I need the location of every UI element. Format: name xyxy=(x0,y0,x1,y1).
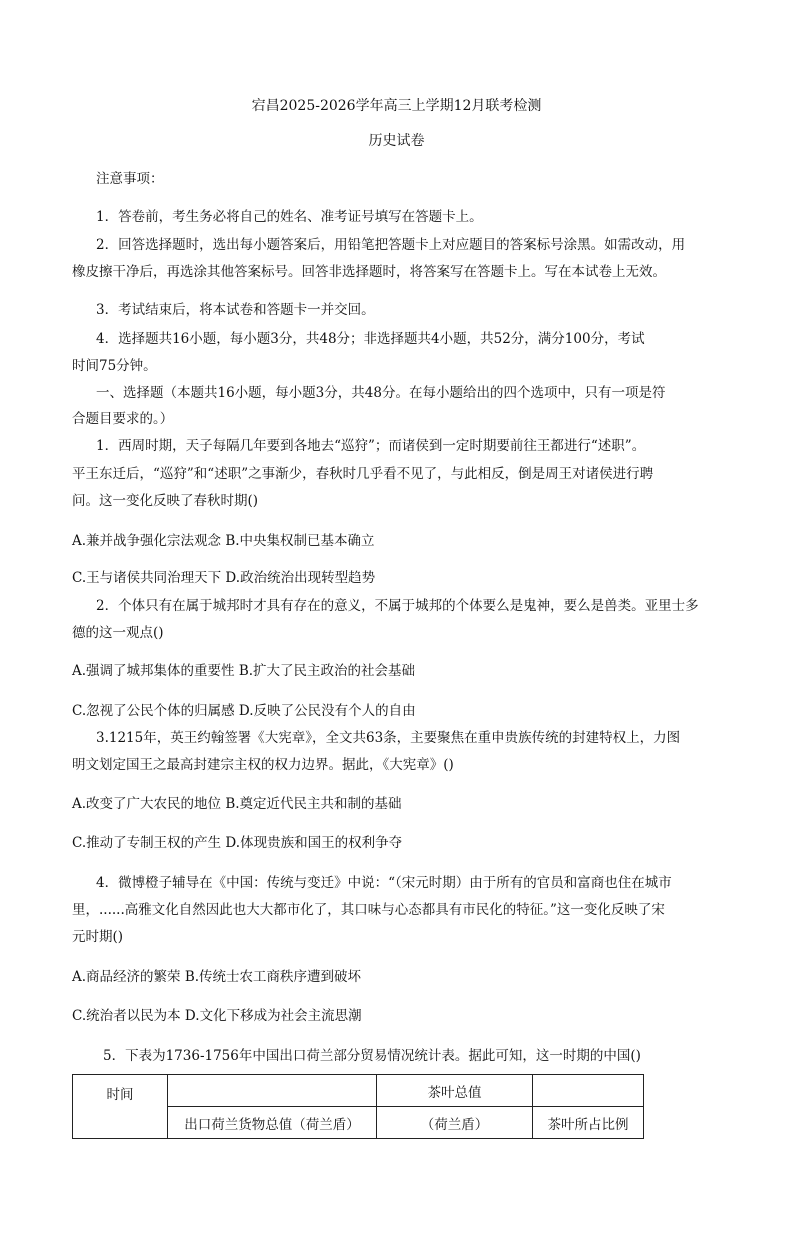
trade-table xyxy=(72,1074,644,1139)
question-1-option-ab: A.兼并战争强化宗法观念 B.中央集权制已基本确立 xyxy=(72,533,375,549)
question-1-option-cd: C.王与诸侯共同治理天下 D.政治统治出现转型趋势 xyxy=(72,570,376,586)
question-4-option-ab: A.商品经济的繁荣 B.传统士农工商秩序遭到破坏 xyxy=(72,969,362,985)
question-1-text: 问。这一变化反映了春秋时期() xyxy=(72,493,259,509)
question-2-text: 2．个体只有在属于城邦时才具有存在的意义，不属于城邦的个体要么是鬼神，要么是兽类。亚里士多 xyxy=(96,598,699,614)
notice-item-2-cont: 橡皮擦干净后，再选涂其他答案标号。回答非选择题时，将答案写在答题卡上。写在本试卷上无效。 xyxy=(72,264,666,280)
question-2-option-cd: C.忽视了公民个体的归属感 D.反映了公民没有个人的自由 xyxy=(72,703,416,719)
table-header-goods: 出口荷兰货物总值（荷兰盾） xyxy=(168,1107,377,1139)
notice-item-1: 1．答卷前，考生务必将自己的姓名、准考证号填写在答题卡上。 xyxy=(96,209,483,225)
question-4-text: 4．微博橙子辅导在《中国：传统与变迁》中说：“（宋元时期）由于所有的官员和富商也住在城市 xyxy=(96,875,672,891)
question-2-option-ab: A.强调了城邦集体的重要性 B.扩大了民主政治的社会基础 xyxy=(72,663,416,679)
notice-heading: 注意事项： xyxy=(96,171,164,187)
section-heading: 一、选择题（本题共16小题，每小题3分，共48分。在每小题给出的四个选项中，只有一项是符 xyxy=(96,385,666,401)
question-5-text: 5．下表为1736-1756年中国出口荷兰部分贸易情况统计表。据此可知，这一时期的中国() xyxy=(103,1048,641,1064)
table-header-time: 时间 xyxy=(73,1075,168,1139)
question-3-option-ab: A.改变了广大农民的地位 B.奠定近代民主共和制的基础 xyxy=(72,796,402,812)
table-header-ratio: 茶叶所占比例 xyxy=(533,1107,644,1139)
question-1-text: 1．西周时期，天子每隔几年要到各地去“巡狩”；而诸侯到一定时期要前往王都进行“述职”。 xyxy=(96,438,646,454)
table-header-blank xyxy=(533,1075,644,1107)
notice-item-2: 2．回答选择题时，选出每小题答案后，用铅笔把答题卡上对应题目的答案标号涂黑。如需改动，用 xyxy=(96,237,686,253)
table-header-blank xyxy=(168,1075,377,1107)
question-4-option-cd: C.统治者以民为本 D.文化下移成为社会主流思潮 xyxy=(72,1008,362,1024)
notice-item-4: 4．选择题共16小题，每小题3分，共48分；非选择题共4小题，共52分，满分100分，考试 xyxy=(96,331,645,347)
table-header-tea-bottom: （荷兰盾） xyxy=(377,1107,533,1139)
question-3-option-cd: C.推动了专制王权的产生 D.体现贵族和国王的权利争夺 xyxy=(72,835,403,851)
notice-item-4-cont: 时间75分钟。 xyxy=(72,358,157,374)
question-3-text: 3.1215年，英王约翰签署《大宪章》，全文共63条，主要聚焦在重申贵族传统的封建特权上，力图 xyxy=(96,730,681,746)
question-4-text: 元时期() xyxy=(72,929,124,945)
question-1-text: 平王东迁后，“巡狩”和“述职”之事渐少，春秋时几乎看不见了，与此相反，倒是周王对诸侯进行聘 xyxy=(72,466,654,482)
table-header-tea-top: 茶叶总值 xyxy=(377,1075,533,1107)
question-2-text: 德的这一观点() xyxy=(72,625,164,641)
page-subtitle: 历史试卷 xyxy=(368,133,425,149)
section-heading-cont: 合题目要求的。） xyxy=(72,411,174,427)
question-4-text: 里，......高雅文化自然因此也大大都市化了，其口味与心态都具有市民化的特征。”这一变化反映了宋 xyxy=(72,902,665,918)
page-title: 宕昌2025-2026学年高三上学期12月联考检测 xyxy=(251,98,542,114)
question-3-text: 明文划定国王之最高封建宗主权的权力边界。据此，《大宪章》() xyxy=(72,757,454,773)
notice-item-3: 3．考试结束后，将本试卷和答题卡一并交回。 xyxy=(96,302,375,318)
